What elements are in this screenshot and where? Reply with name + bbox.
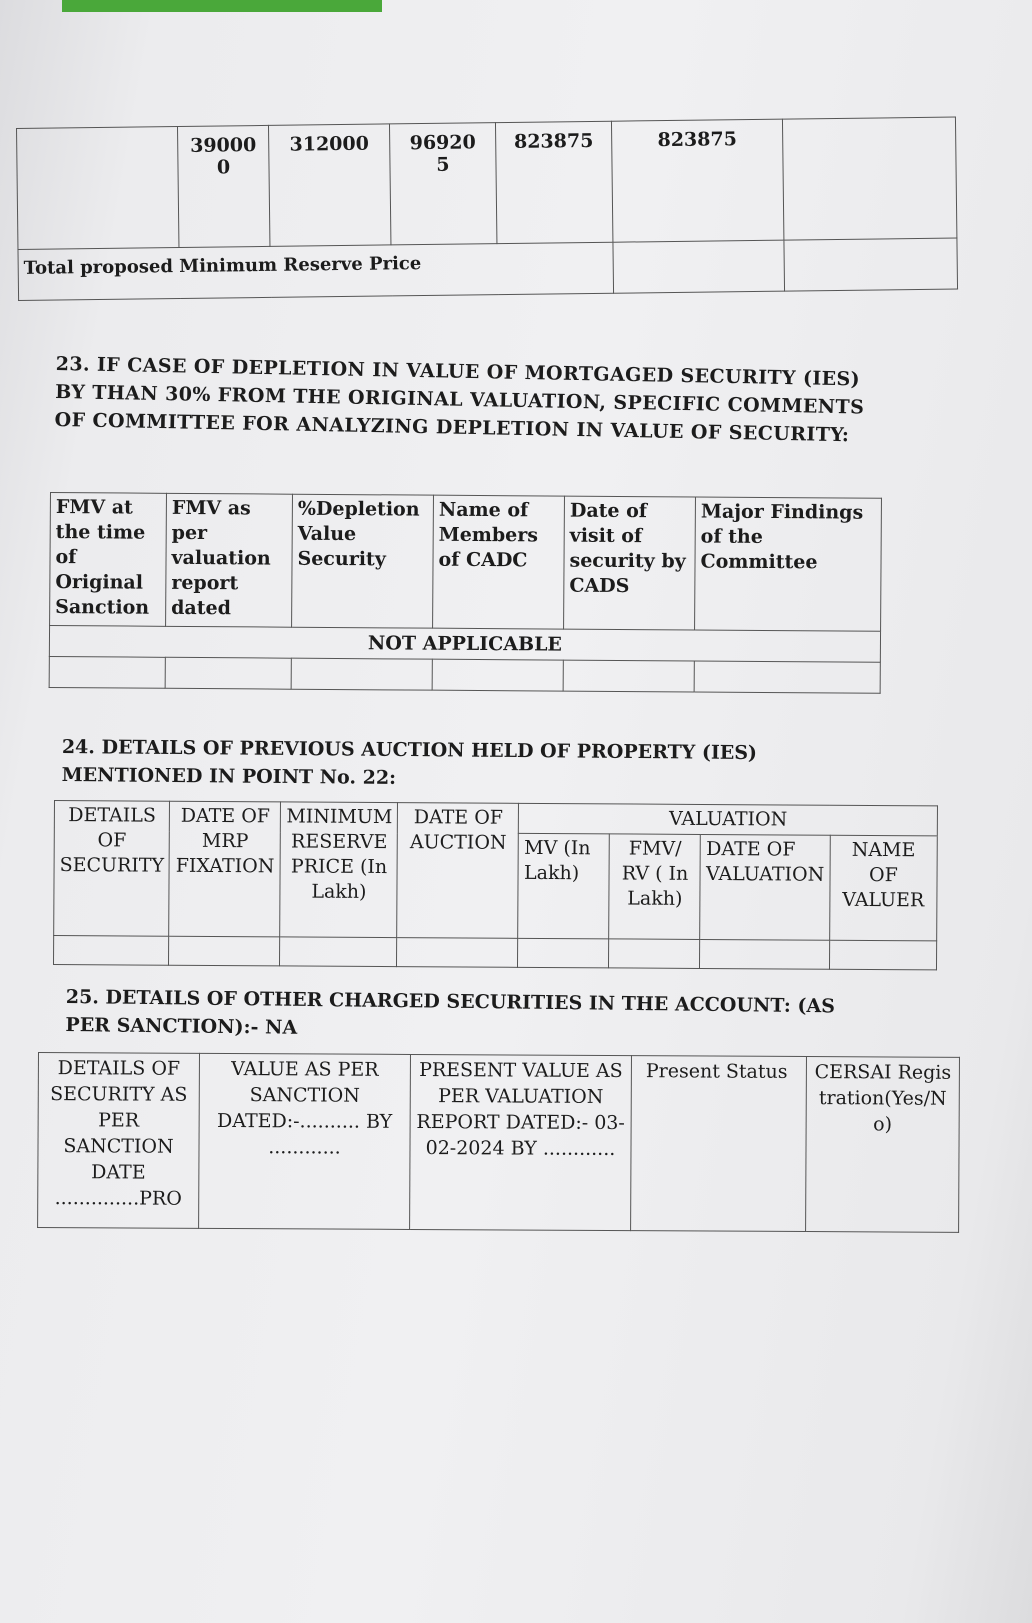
table-cell <box>169 936 280 966</box>
table-cell <box>53 936 169 966</box>
column-header: NAME OF VALUER <box>829 835 937 941</box>
table-cell: 96920 5 <box>389 123 496 245</box>
table-header-row <box>50 493 882 632</box>
table-cell <box>613 240 785 293</box>
table-header-row <box>38 1053 960 1233</box>
table-header-row <box>54 801 937 836</box>
other-securities-table <box>37 1052 960 1233</box>
total-row <box>18 238 958 300</box>
section-25-heading: 25. DETAILS OF OTHER CHARGED SECURITIES IN THE ACCOUNT: (AS PER SANCTION):- NA <box>65 985 836 1039</box>
table-cell <box>165 657 291 689</box>
table-cell: 39000 0 <box>177 125 269 247</box>
column-header: FMV as per valuation report dated <box>166 493 293 627</box>
column-header: FMV/ RV ( In Lakh) <box>609 834 701 940</box>
column-header: DATE OF VALUATION <box>700 834 830 940</box>
column-header: MV (In Lakh) <box>518 833 610 939</box>
column-header: CERSAI Registration(Yes/No) <box>806 1057 960 1233</box>
table-cell <box>694 661 880 693</box>
reserve-price-table <box>16 117 958 301</box>
column-header: Major Findings of the Committee <box>695 497 882 631</box>
table-row <box>49 656 880 693</box>
table-row <box>53 936 936 970</box>
table-cell <box>609 939 700 969</box>
column-header: VALUATION <box>519 803 938 836</box>
column-header: Present Status <box>631 1056 807 1232</box>
table-cell <box>829 940 936 970</box>
table-cell <box>280 937 397 967</box>
table-row <box>17 117 957 249</box>
column-header: FMV at the time of Original Sanction <box>50 493 167 627</box>
table-cell <box>17 127 179 250</box>
table-cell: 823875 <box>495 121 612 243</box>
table-cell <box>49 656 165 688</box>
column-header: Date of visit of security by CADS <box>564 496 696 630</box>
column-header: DETAILS OF SECURITY AS PER SANCTION DATE ..............PRO <box>38 1053 200 1229</box>
total-label: Total proposed Minimum Reserve Price <box>18 242 614 300</box>
column-header: DETAILS OF SECURITY <box>54 801 170 937</box>
table-cell: 312000 <box>268 124 390 246</box>
column-header: DATE OF MRP FIXATION <box>169 801 281 937</box>
table-cell <box>782 117 956 240</box>
table-cell <box>432 659 563 691</box>
depletion-table <box>49 492 882 694</box>
green-binder-strip <box>62 0 382 12</box>
table-cell <box>784 238 958 291</box>
previous-auction-table <box>53 800 938 970</box>
table-cell <box>563 660 694 692</box>
table-cell <box>397 938 518 968</box>
column-header: VALUE AS PER SANCTION DATED:-.......... BY ............ <box>199 1053 411 1229</box>
not-applicable-label: NOT APPLICABLE <box>49 626 880 663</box>
table-cell <box>700 939 829 969</box>
column-header: %Depletion Value Security <box>292 494 434 628</box>
column-header: Name of Members of CADC <box>433 495 565 629</box>
section-23-heading: 23. IF CASE OF DEPLETION IN VALUE OF MORTGAGED SECURITY (IES) BY THAN 30% FROM THE ORIGINAL VALUATION, SPECIFIC COMMENTS OF COMMITTEE FOR ANALYZING DEPLETION IN VALUE OF SECURITY: <box>54 352 865 447</box>
table-cell <box>518 938 609 968</box>
column-header: DATE OF AUCTION <box>397 803 519 939</box>
section-24-heading: 24. DETAILS OF PREVIOUS AUCTION HELD OF PROPERTY (IES) MENTIONED IN POINT No. 22: <box>61 735 758 789</box>
column-header: PRESENT VALUE AS PER VALUATION REPORT DATED:- 03-02-2024 BY ............ <box>410 1054 632 1230</box>
table-cell: 823875 <box>611 119 783 242</box>
column-header: MINIMUM RESERVE PRICE (In Lakh) <box>280 802 398 938</box>
table-cell <box>291 658 432 690</box>
